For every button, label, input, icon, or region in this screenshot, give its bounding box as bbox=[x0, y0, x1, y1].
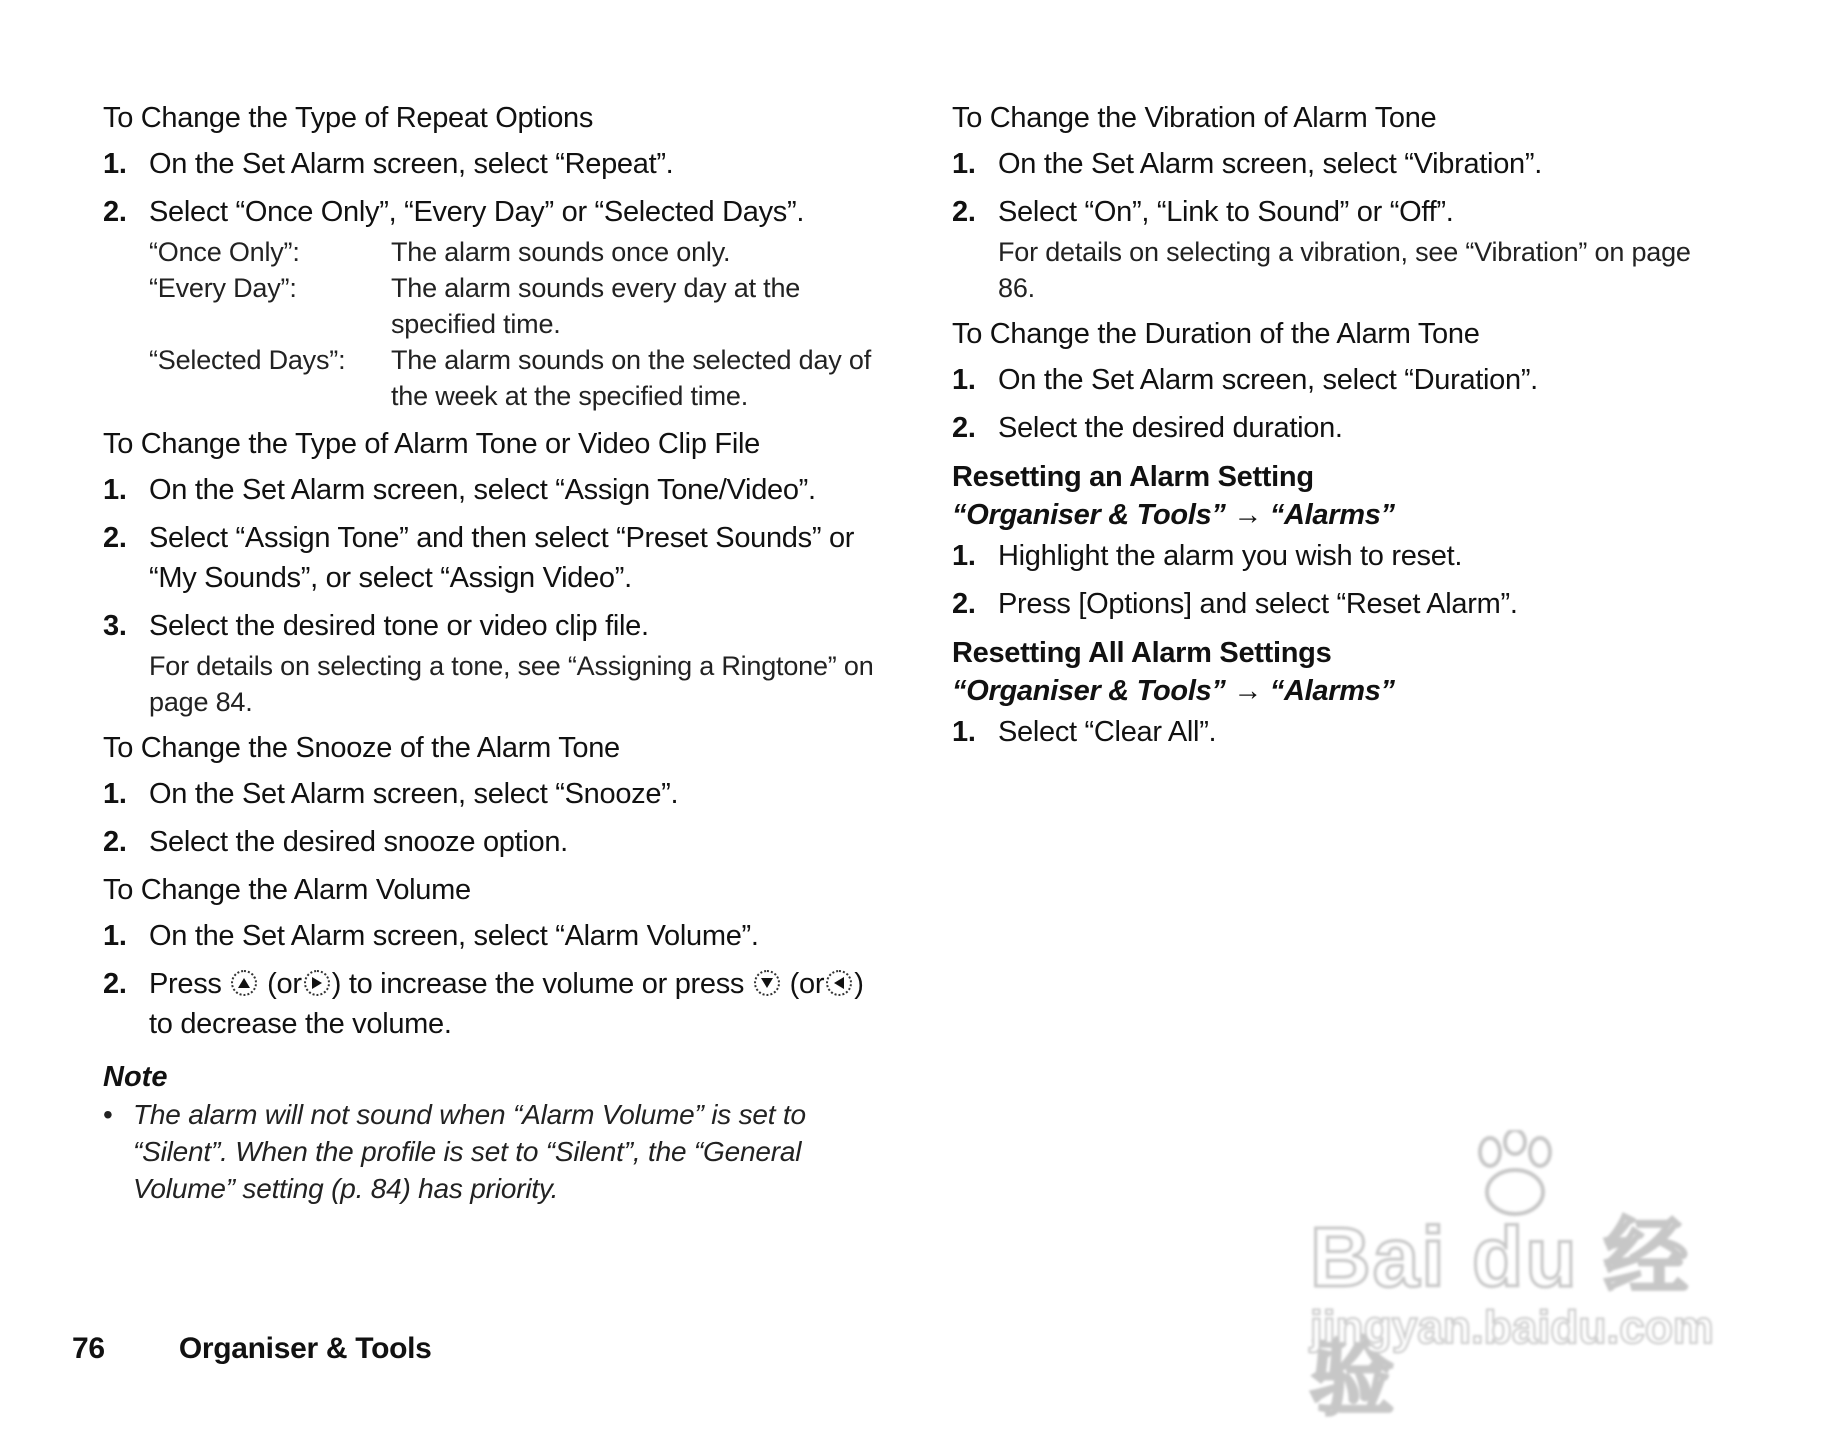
tone-detail: For details on selecting a tone, see “Assigning a Ringtone” on page 84. bbox=[149, 651, 874, 717]
left-column bbox=[103, 100, 883, 1207]
option-value: The alarm sounds once only. bbox=[391, 237, 731, 267]
option-row bbox=[149, 234, 883, 270]
step-number: 2. bbox=[952, 588, 976, 620]
step-number: 3. bbox=[103, 610, 127, 642]
step-number: 2. bbox=[952, 196, 976, 228]
vibration-heading: To Change the Vibration of Alarm Tone bbox=[952, 102, 1437, 134]
step-text bbox=[149, 964, 883, 1044]
watermark-main: Bai du 经验 bbox=[1310, 1210, 1691, 1425]
tone-step-3 bbox=[103, 606, 883, 646]
step-text: On the Set Alarm screen, select “Snooze”. bbox=[149, 778, 679, 810]
step-number: 1. bbox=[103, 778, 127, 810]
step-number: 2. bbox=[103, 196, 127, 228]
volume-heading: To Change the Alarm Volume bbox=[103, 874, 471, 906]
vibration-section bbox=[952, 100, 1732, 306]
tone-step-2 bbox=[103, 518, 883, 598]
step-text: Select “Once Only”, “Every Day” or “Selected Days”. bbox=[149, 196, 805, 228]
watermark-url: jingyan.baidu.com bbox=[1310, 1301, 1714, 1353]
page-number: 76 bbox=[72, 1332, 105, 1365]
increase-text: ) to increase the volume or press bbox=[331, 968, 745, 1000]
nav-right-icon bbox=[304, 970, 330, 996]
right-column bbox=[952, 100, 1732, 762]
reset-step-2 bbox=[952, 584, 1732, 624]
step-number: 2. bbox=[103, 826, 127, 858]
repeat-step-2 bbox=[103, 192, 883, 232]
option-row bbox=[149, 270, 883, 342]
tone-section bbox=[103, 426, 883, 720]
snooze-step-2 bbox=[103, 822, 883, 862]
note-section bbox=[103, 1058, 883, 1207]
vibration-detail: For details on selecting a vibration, see “Vibration” on page 86. bbox=[998, 237, 1691, 303]
section-name: Organiser & Tools bbox=[178, 1332, 432, 1365]
or-text: (or bbox=[789, 968, 825, 1000]
snooze-heading: To Change the Snooze of the Alarm Tone bbox=[103, 732, 620, 764]
reset-all-section bbox=[952, 634, 1732, 752]
page-footer bbox=[72, 1332, 432, 1366]
nav-down-icon bbox=[754, 970, 780, 996]
step-number: 2. bbox=[103, 968, 127, 1000]
step-text: On the Set Alarm screen, select “Vibration”. bbox=[998, 148, 1542, 180]
option-key: “Once Only”: bbox=[149, 237, 300, 267]
volume-step-2 bbox=[103, 964, 883, 1044]
nav-left-icon bbox=[826, 970, 852, 996]
note-title: Note bbox=[103, 1061, 168, 1093]
vibration-step-1 bbox=[952, 144, 1732, 184]
repeat-step-1 bbox=[103, 144, 883, 184]
option-key: “Every Day”: bbox=[149, 273, 297, 303]
tone-heading: To Change the Type of Alarm Tone or Video Clip File bbox=[103, 428, 760, 460]
volume-step-1 bbox=[103, 916, 883, 956]
option-key: “Selected Days”: bbox=[149, 345, 346, 375]
step-number: 2. bbox=[952, 412, 976, 444]
option-value: The alarm sounds every day at the specified time. bbox=[391, 273, 801, 339]
reset-heading: Resetting an Alarm Setting bbox=[952, 461, 1314, 493]
press-text: Press bbox=[149, 968, 222, 1000]
step-text: On the Set Alarm screen, select “Repeat”. bbox=[149, 148, 674, 180]
step-number: 1. bbox=[103, 148, 127, 180]
duration-section bbox=[952, 316, 1732, 448]
duration-step-1 bbox=[952, 360, 1732, 400]
snooze-section bbox=[103, 730, 883, 862]
step-text: On the Set Alarm screen, select “Alarm Volume”. bbox=[149, 920, 759, 952]
step-text: On the Set Alarm screen, select “Duration”. bbox=[998, 364, 1538, 396]
tone-step-1 bbox=[103, 470, 883, 510]
step-number: 1. bbox=[103, 474, 127, 506]
reset-menu-path: “Organiser & Tools” → “Alarms” bbox=[952, 499, 1395, 531]
nav-up-icon bbox=[231, 970, 257, 996]
or-text: (or bbox=[267, 968, 302, 1000]
step-number: 1. bbox=[952, 364, 976, 396]
option-value: The alarm sounds on the selected day of the week at the specified time. bbox=[391, 345, 871, 411]
step-text: Select “Assign Tone” and then select “Preset Sounds” or “My Sounds”, or select “Assign Video”. bbox=[149, 522, 855, 594]
baidu-watermark bbox=[1310, 1130, 1750, 1425]
step-number: 1. bbox=[103, 920, 127, 952]
step-text: On the Set Alarm screen, select “Assign Tone/Video”. bbox=[149, 474, 816, 506]
step-text: Select the desired snooze option. bbox=[149, 826, 568, 858]
bullet: • bbox=[103, 1099, 113, 1130]
duration-step-2 bbox=[952, 408, 1732, 448]
note-text: The alarm will not sound when “Alarm Volume” is set to “Silent”. When the profile is set to “Silent”, the “General Volume” setting (p. 84) has priority. bbox=[133, 1099, 806, 1204]
step-number: 1. bbox=[952, 540, 976, 572]
volume-section bbox=[103, 872, 883, 1044]
vibration-step-2 bbox=[952, 192, 1732, 232]
reset-step-1 bbox=[952, 536, 1732, 576]
option-row bbox=[149, 342, 883, 414]
decrease-text: ) to decrease the volume. bbox=[149, 968, 864, 1040]
note-item bbox=[103, 1096, 883, 1207]
step-text: Select “On”, “Link to Sound” or “Off”. bbox=[998, 196, 1454, 228]
reset-all-step-1 bbox=[952, 712, 1732, 752]
step-number: 2. bbox=[103, 522, 127, 554]
step-text: Highlight the alarm you wish to reset. bbox=[998, 540, 1463, 572]
reset-all-heading: Resetting All Alarm Settings bbox=[952, 637, 1332, 669]
step-number: 1. bbox=[952, 148, 976, 180]
snooze-step-1 bbox=[103, 774, 883, 814]
duration-heading: To Change the Duration of the Alarm Tone bbox=[952, 318, 1480, 350]
step-text: Press [Options] and select “Reset Alarm”. bbox=[998, 588, 1518, 620]
step-number: 1. bbox=[952, 716, 976, 748]
step-text: Select the desired tone or video clip file. bbox=[149, 610, 649, 642]
step-text: Select “Clear All”. bbox=[998, 716, 1217, 748]
repeat-options bbox=[149, 234, 883, 414]
reset-all-menu-path: “Organiser & Tools” → “Alarms” bbox=[952, 675, 1395, 707]
step-text: Select the desired duration. bbox=[998, 412, 1343, 444]
reset-section bbox=[952, 458, 1732, 624]
repeat-section bbox=[103, 100, 883, 414]
repeat-heading: To Change the Type of Repeat Options bbox=[103, 102, 594, 134]
